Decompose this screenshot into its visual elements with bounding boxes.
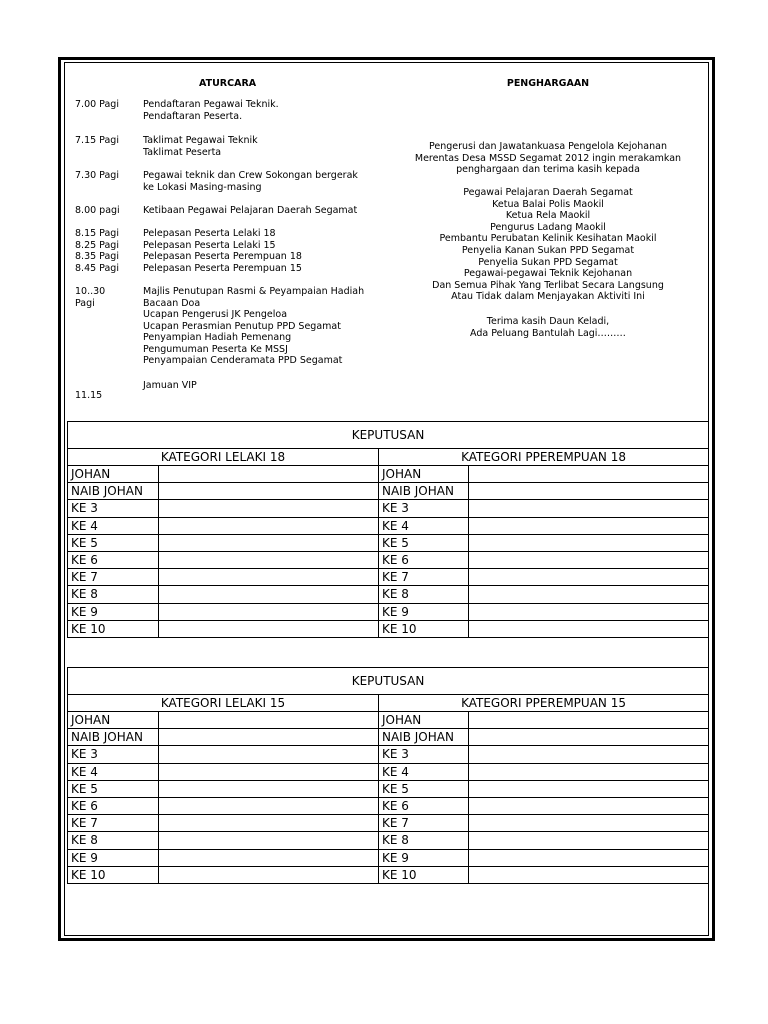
table-row	[68, 832, 709, 849]
schedule-time: 7.15 Pagi	[75, 135, 119, 146]
place-label: KE 7	[379, 815, 469, 832]
place-label: KE 5	[379, 534, 469, 551]
result-cell	[469, 866, 709, 883]
schedule-activity: Pendaftaran Pegawai Teknik. Pendaftaran Peserta.	[143, 99, 279, 122]
schedule-time: 7.30 Pagi	[75, 170, 119, 181]
place-label: KE 8	[68, 586, 159, 603]
schedule-time: 8.15 Pagi	[75, 228, 119, 239]
result-cell	[469, 712, 709, 729]
schedule-time: Pagi	[75, 297, 95, 309]
schedule-activity: Bacaan Doa Ucapan Pengerusi JK Pengeloa Ucapan Perasmian Penutup PPD Segamat Penyampian Hadiah Pemenang Pengumuman Peserta Ke MSSJ Penyampaian Cenderamata PPD Segamat	[143, 297, 343, 366]
penghargaan-closing: Terima kasih Daun Keladi, Ada Peluang Bantulah Lagi………	[470, 316, 626, 339]
result-cell	[469, 603, 709, 620]
place-label: KE 4	[68, 763, 159, 780]
schedule-time: 11.15	[75, 390, 103, 401]
result-cell	[469, 569, 709, 586]
results-table-1	[67, 421, 709, 638]
schedule-time: 8.35 Pagi	[75, 251, 119, 262]
schedule-time: 7.00 Pagi	[75, 99, 119, 110]
place-label: KE 7	[68, 569, 159, 586]
category-header-right: KATEGORI PPEREMPUAN 18	[379, 449, 709, 466]
place-label: KE 6	[379, 797, 469, 814]
place-label: KE 7	[68, 815, 159, 832]
table-row	[68, 712, 709, 729]
table-row	[68, 620, 709, 637]
schedule-activity: Pelepasan Peserta Lelaki 15	[143, 239, 276, 251]
place-label: KE 9	[379, 603, 469, 620]
place-label: KE 4	[379, 517, 469, 534]
table-row	[68, 849, 709, 866]
penghargaan-title: PENGHARGAAN	[506, 78, 590, 89]
result-cell	[469, 500, 709, 517]
result-cell	[159, 849, 379, 866]
penghargaan-list: Pegawai Pelajaran Daerah Segamat Ketua Balai Polis Maokil Ketua Rela Maokil Pengurus Ladang Maokil Pembantu Perubatan Kelinik Kesihatan Maokil Penyelia Kanan Sukan PPD Segamat Penyelia Sukan PPD Segamat Pegawai-pegawai Teknik Kejohanan Dan Semua Pihak Yang Terlibat Secara Langsung Atau Tidak dalam Menjayakan Aktiviti Ini	[432, 187, 664, 303]
place-label: KE 5	[68, 780, 159, 797]
place-label: KE 3	[68, 746, 159, 763]
category-header-right: KATEGORI PPEREMPUAN 15	[379, 695, 709, 712]
result-cell	[159, 483, 379, 500]
schedule-time: 8.00 pagi	[75, 205, 120, 216]
place-label: KE 6	[68, 551, 159, 568]
result-cell	[469, 797, 709, 814]
place-label: KE 10	[68, 866, 159, 883]
place-label: KE 3	[68, 500, 159, 517]
result-cell	[159, 763, 379, 780]
table-row	[68, 534, 709, 551]
table-row	[68, 866, 709, 883]
result-cell	[159, 551, 379, 568]
result-cell	[469, 729, 709, 746]
schedule-activity: Ketibaan Pegawai Pelajaran Daerah Segamat	[143, 205, 358, 216]
result-cell	[469, 586, 709, 603]
place-label: JOHAN	[68, 712, 159, 729]
result-cell	[469, 466, 709, 483]
schedule-activity: Jamuan VIP	[143, 380, 197, 391]
result-cell	[469, 517, 709, 534]
result-cell	[159, 712, 379, 729]
table-row	[68, 746, 709, 763]
result-cell	[159, 729, 379, 746]
result-cell	[159, 866, 379, 883]
schedule-activity: Pelepasan Peserta Perempuan 18	[143, 251, 302, 262]
result-cell	[159, 746, 379, 763]
place-label: KE 7	[379, 569, 469, 586]
result-cell	[469, 780, 709, 797]
place-label: JOHAN	[379, 712, 469, 729]
place-label: KE 4	[68, 517, 159, 534]
result-cell	[469, 746, 709, 763]
table-row	[68, 483, 709, 500]
result-cell	[469, 763, 709, 780]
place-label: KE 8	[68, 832, 159, 849]
result-cell	[159, 500, 379, 517]
table-row	[68, 729, 709, 746]
place-label: KE 6	[68, 797, 159, 814]
table-row	[68, 517, 709, 534]
schedule-time: 8.45 Pagi	[75, 262, 119, 274]
table-row	[68, 551, 709, 568]
table-row	[68, 797, 709, 814]
results-table-2	[67, 667, 709, 884]
schedule-time: 10..30	[75, 286, 106, 297]
result-cell	[159, 534, 379, 551]
place-label: KE 10	[379, 866, 469, 883]
place-label: KE 6	[379, 551, 469, 568]
schedule-time: 8.25 Pagi	[75, 239, 119, 251]
place-label: JOHAN	[379, 466, 469, 483]
place-label: KE 3	[379, 500, 469, 517]
place-label: KE 10	[68, 620, 159, 637]
penghargaan-intro: Pengerusi dan Jawatankuasa Pengelola Kejohanan Merentas Desa MSSD Segamat 2012 ingin merakamkan penghargaan dan terima kasih kepada	[414, 141, 682, 176]
category-header-left: KATEGORI LELAKI 15	[68, 695, 379, 712]
result-cell	[159, 620, 379, 637]
place-label: KE 8	[379, 832, 469, 849]
table-row	[68, 500, 709, 517]
result-cell	[159, 815, 379, 832]
schedule-activity: Majlis Penutupan Rasmi & Peyampaian Hadiah	[143, 286, 365, 297]
table-row	[68, 763, 709, 780]
table-row	[68, 466, 709, 483]
schedule-activity: Taklimat Pegawai Teknik Taklimat Peserta	[143, 135, 258, 158]
result-cell	[469, 534, 709, 551]
result-cell	[159, 586, 379, 603]
result-cell	[469, 832, 709, 849]
place-label: KE 10	[379, 620, 469, 637]
place-label: KE 8	[379, 586, 469, 603]
result-cell	[469, 620, 709, 637]
result-cell	[469, 551, 709, 568]
place-label: NAIB JOHAN	[68, 483, 159, 500]
result-cell	[159, 517, 379, 534]
place-label: NAIB JOHAN	[379, 729, 469, 746]
table-row	[68, 815, 709, 832]
schedule-activity: Pelepasan Peserta Perempuan 15	[143, 262, 302, 274]
place-label: NAIB JOHAN	[68, 729, 159, 746]
place-label: KE 5	[379, 780, 469, 797]
table-row	[68, 569, 709, 586]
place-label: KE 3	[379, 746, 469, 763]
place-label: KE 9	[68, 849, 159, 866]
results-title: KEPUTUSAN	[68, 422, 709, 449]
place-label: JOHAN	[68, 466, 159, 483]
result-cell	[469, 815, 709, 832]
result-cell	[159, 603, 379, 620]
place-label: KE 5	[68, 534, 159, 551]
schedule-activity: Pegawai teknik dan Crew Sokongan bergerak ke Lokasi Masing-masing	[143, 170, 358, 193]
table-row	[68, 603, 709, 620]
aturcara-title: ATURCARA	[199, 78, 257, 89]
place-label: KE 4	[379, 763, 469, 780]
category-header-left: KATEGORI LELAKI 18	[68, 449, 379, 466]
results-title: KEPUTUSAN	[68, 668, 709, 695]
place-label: KE 9	[379, 849, 469, 866]
result-cell	[159, 797, 379, 814]
result-cell	[159, 466, 379, 483]
place-label: NAIB JOHAN	[379, 483, 469, 500]
table-row	[68, 780, 709, 797]
place-label: KE 9	[68, 603, 159, 620]
result-cell	[469, 483, 709, 500]
result-cell	[159, 569, 379, 586]
result-cell	[469, 849, 709, 866]
result-cell	[159, 780, 379, 797]
table-row	[68, 586, 709, 603]
result-cell	[159, 832, 379, 849]
schedule-activity: Pelepasan Peserta Lelaki 18	[143, 228, 276, 239]
